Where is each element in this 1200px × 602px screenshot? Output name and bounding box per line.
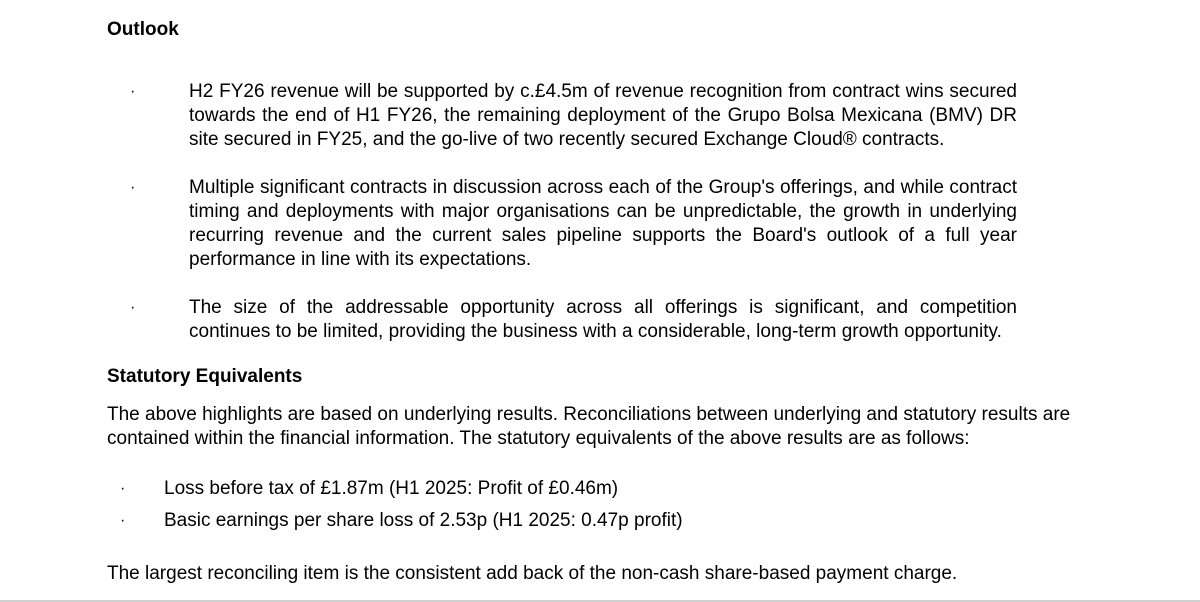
bullet-marker: ·: [120, 512, 126, 529]
statutory-bullet-eps: Basic earnings per share loss of 2.53p (H1 2025: 0.47p profit): [164, 510, 683, 531]
bullet-marker: ·: [130, 299, 136, 316]
statutory-equivalents-heading: Statutory Equivalents: [107, 366, 303, 387]
bullet-marker: ·: [130, 83, 136, 100]
bullet-marker: ·: [130, 179, 136, 196]
bullet-marker: ·: [120, 480, 126, 497]
outlook-heading: Outlook: [107, 19, 179, 40]
outlook-bullet-revenue: H2 FY26 revenue will be supported by c.£4.5m of revenue recognition from contract wins secured towards the end of H1 FY26, the remaining deployment of the Grupo Bolsa Mexicana (BMV) DR site secured in FY25, and the go-live of two recently secured Exchange Cloud® contracts.: [189, 81, 1017, 150]
statutory-intro-paragraph: The above highlights are based on underlying results. Reconciliations between underlying and statutory results are contained within the financial information. The statutory equivalents of the above results are as follows:: [107, 404, 1071, 449]
statutory-closing-paragraph: The largest reconciling item is the consistent add back of the non-cash share-based payment charge.: [107, 563, 958, 584]
outlook-bullet-contracts: Multiple significant contracts in discussion across each of the Group's offerings, and while contract timing and deployments with major organisations can be unpredictable, the growth in underlying recurring revenue and the current sales pipeline supports the Board's outlook of a full year performance in line with its expectations.: [189, 177, 1017, 270]
outlook-bullet-opportunity: The size of the addressable opportunity across all offerings is significant, and competition continues to be limited, providing the business with a considerable, long-term growth opportunity.: [189, 297, 1017, 342]
statutory-bullet-loss-before-tax: Loss before tax of £1.87m (H1 2025: Profit of £0.46m): [164, 478, 619, 499]
